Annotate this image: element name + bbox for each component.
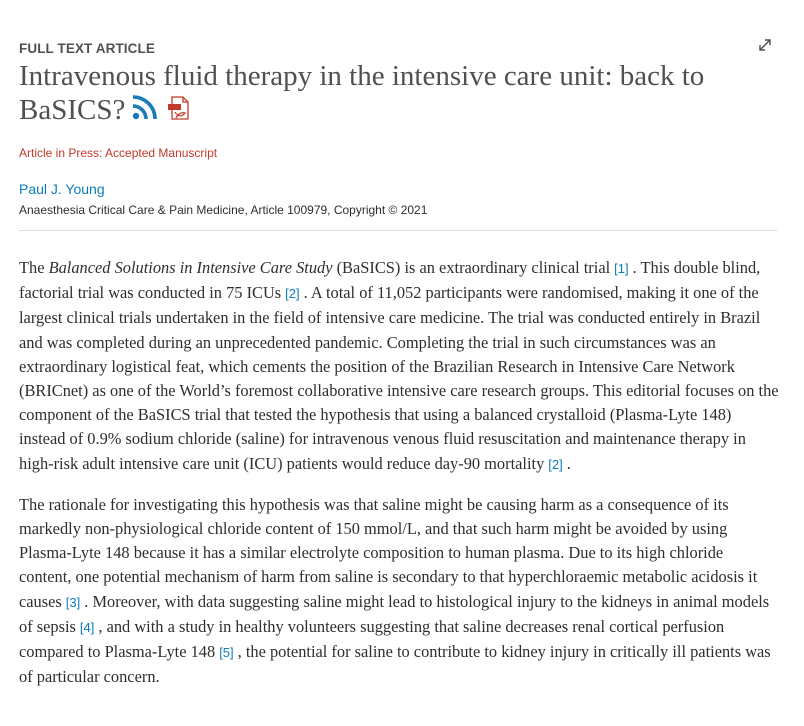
paragraph-1 [19,256,779,477]
text: , the potential for saline to contribute to kidney injury in critically ill patients was of particular concern. [19,642,771,687]
author-link[interactable]: Paul J. Young [19,181,105,197]
reference-link-1[interactable]: [1] [614,261,629,276]
text: (BaSICS) is an extraordinary clinical trial [332,258,611,277]
article-body [19,256,779,705]
reference-link-5[interactable]: [5] [219,645,234,661]
journal-info: Anaesthesia Critical Care & Pain Medicine, Article 100979, Copyright © 2021 [19,203,428,217]
article-status: Article in Press: Accepted Manuscript [19,146,218,160]
text: The [19,258,49,277]
study-name: Balanced Solutions in Intensive Care Study [48,258,333,277]
article-title [19,59,769,129]
article-type-label: FULL TEXT ARTICLE [19,41,155,56]
article-title-text: Intravenous fluid therapy in the intensive care unit: back to BaSICS? [19,60,705,126]
expand-icon[interactable] [757,37,773,53]
reference-link-4[interactable]: [4] [79,619,95,635]
paragraph-2 [19,493,779,690]
text: , and with a study in healthy volunteers suggesting that saline decreases renal cortical perfusion compared to Plasma-Lyte 148 [19,616,725,662]
text: . [566,453,571,473]
reference-link-2[interactable]: [2] [548,456,563,472]
text: . Moreover, with data suggesting saline might lead to histological injury to the kidneys in animal models of sepsis [19,591,770,636]
text: . A total of 11,052 participants were randomised, making it one of the largest clinical trials undertaken in the field of intensive care medicine. The trial was conducted entirely in Brazil and was completed during an unprecedented pandemic. Completing the trial in such circumstances was an extraordinary logistical feat, which cements the position of the Brazilian Research in Intensive Care Network (BRICnet) as one of the World’s foremost collaborative intensive care research groups. This editorial focuses on the component of the BaSICS trial that tested the hypothesis that using a balanced crystalloid (Plasma-Lyte 148) instead of 0.9% sodium chloride (saline) for intravenous venous fluid resuscitation and maintenance therapy in high-risk adult intensive care unit (ICU) patients would reduce day-90 mortality [19,283,779,473]
rss-icon[interactable] [131,95,159,129]
pdf-icon[interactable] [165,95,193,129]
text: The rationale for investigating this hypothesis was that saline might be causing harm as a consequence of its markedly non-physiological chloride content of 150 mmol/L, and that such harm might be avoided by using Plasma-Lyte 148 because it has a similar electrolyte composition to human plasma. Due to its high chloride content, one potential mechanism of harm from saline is secondary to that hyperchloraemic metabolic acidosis it causes [19,494,758,611]
text: . This double blind, factorial trial was conducted in 75 ICUs [19,258,761,303]
reference-link-3[interactable]: [3] [65,594,81,610]
reference-link-2[interactable]: [2] [285,286,300,302]
divider [19,230,777,231]
